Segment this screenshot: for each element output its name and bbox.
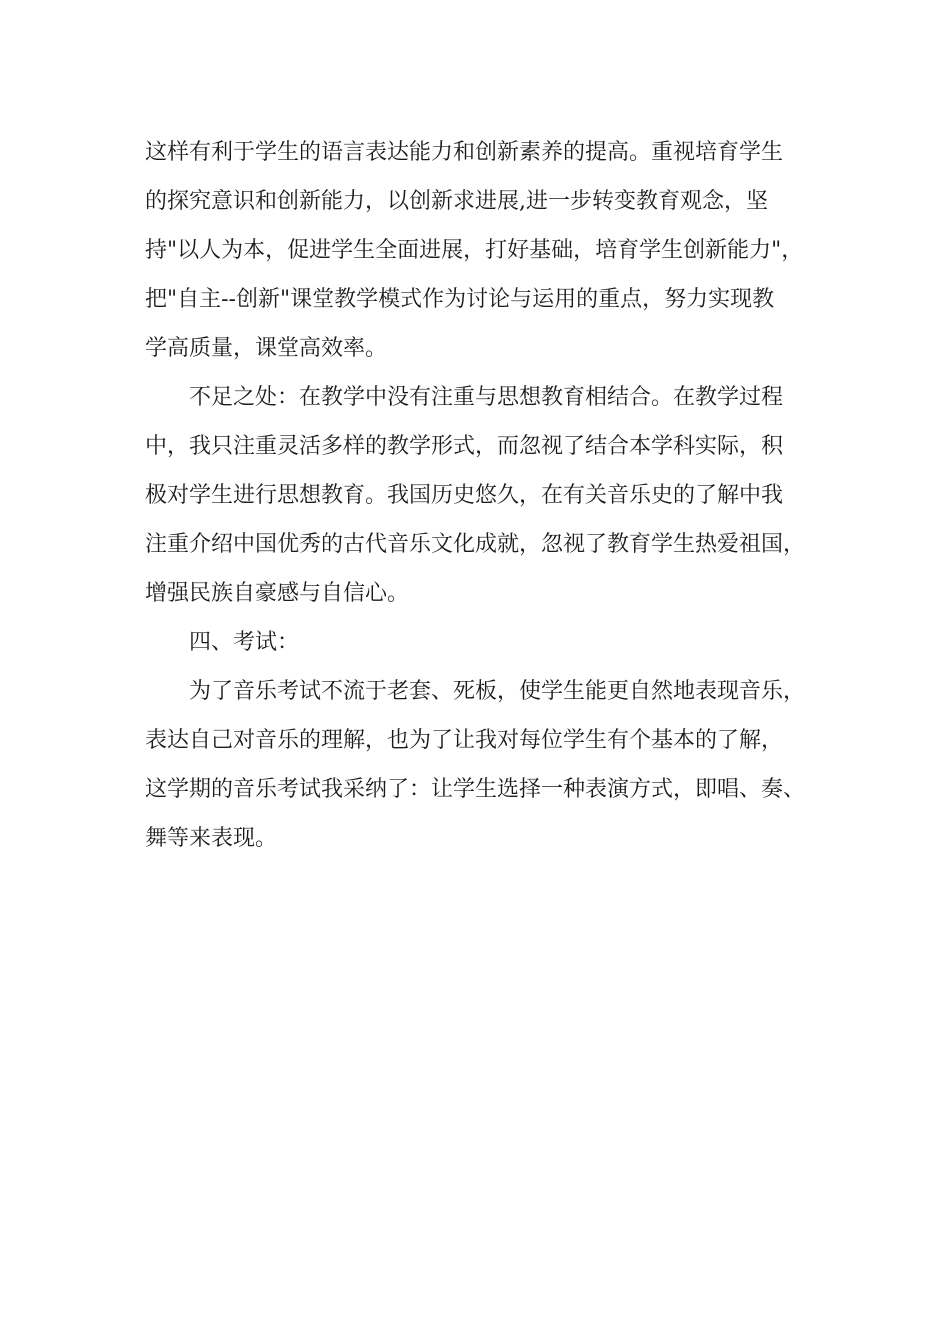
text-line: 为了音乐考试不流于老套、死板，使学生能更自然地表现音乐， <box>189 679 806 704</box>
text-line: 持"以人为本，促进学生全面进展，打好基础，培育学生创新能力"， <box>145 238 804 263</box>
paragraph-innovation <box>145 128 829 373</box>
text-line: 学高质量，课堂高效率。 <box>145 336 388 361</box>
text-line: 极对学生进行思想教育。我国历史悠久，在有关音乐史的了解中我 <box>145 483 784 508</box>
text-line: 这样有利于学生的语言表达能力和创新素养的提高。重视培育学生 <box>145 140 784 165</box>
text-line: 不足之处：在教学中没有注重与思想教育相结合。在教学过程 <box>189 385 784 410</box>
text-line: 注重介绍中国优秀的古代音乐文化成就，忽视了教育学生热爱祖国， <box>145 532 806 557</box>
paragraph-exam <box>145 667 829 863</box>
text-line: 表达自己对音乐的理解，也为了让我对每位学生有个基本的了解， <box>145 728 784 753</box>
section-heading-exam <box>145 618 829 667</box>
text-line: 中，我只注重灵活多样的教学形式，而忽视了结合本学科实际，积 <box>145 434 784 459</box>
document-body <box>145 128 829 863</box>
text-line: 增强民族自豪感与自信心。 <box>145 581 410 606</box>
text-line: 舞等来表现。 <box>145 826 278 851</box>
text-line: 把"自主--创新"课堂教学模式作为讨论与运用的重点，努力实现教 <box>145 287 775 312</box>
section-heading: 四、考试： <box>189 630 300 655</box>
text-line: 的探究意识和创新能力，以创新求进展,进一步转变教育观念，坚 <box>145 189 768 214</box>
text-line: 这学期的音乐考试我采纳了：让学生选择一种表演方式，即唱、奏、 <box>145 777 806 802</box>
paragraph-shortcomings <box>145 373 829 618</box>
